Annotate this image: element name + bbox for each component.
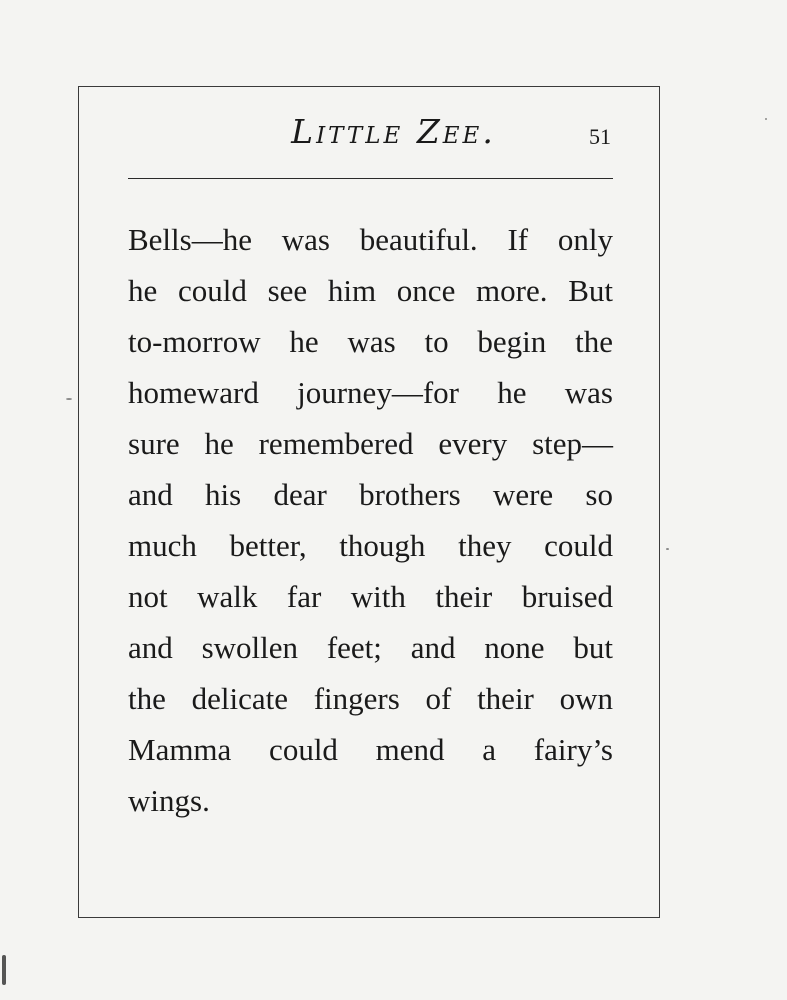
text-line: he could see him once more. But — [128, 273, 613, 308]
text-line: sure he remembered every step— — [128, 426, 613, 461]
text-line: Mamma could mend a fairy’s — [128, 732, 613, 767]
paper-speck — [66, 398, 72, 400]
text-line: wings. — [128, 783, 210, 818]
text-line: the delicate fingers of their own — [128, 681, 613, 716]
text-line: homeward journey—for he was — [128, 375, 613, 410]
text-line: and his dear brothers were so — [128, 477, 613, 512]
body-text — [128, 214, 613, 826]
paper-speck — [2, 955, 6, 985]
page-number: 51 — [589, 124, 611, 149]
paper-speck — [666, 548, 669, 550]
running-title: Little Zee. — [291, 112, 496, 151]
text-line: to-morrow he was to begin the — [128, 324, 613, 359]
text-line: and swollen feet; and none but — [128, 630, 613, 665]
header-rule — [128, 178, 613, 179]
text-line: much better, though they could — [128, 528, 613, 563]
text-line: Bells—he was beautiful. If only — [128, 222, 613, 257]
text-line: not walk far with their bruised — [128, 579, 613, 614]
paper-speck — [765, 118, 767, 120]
